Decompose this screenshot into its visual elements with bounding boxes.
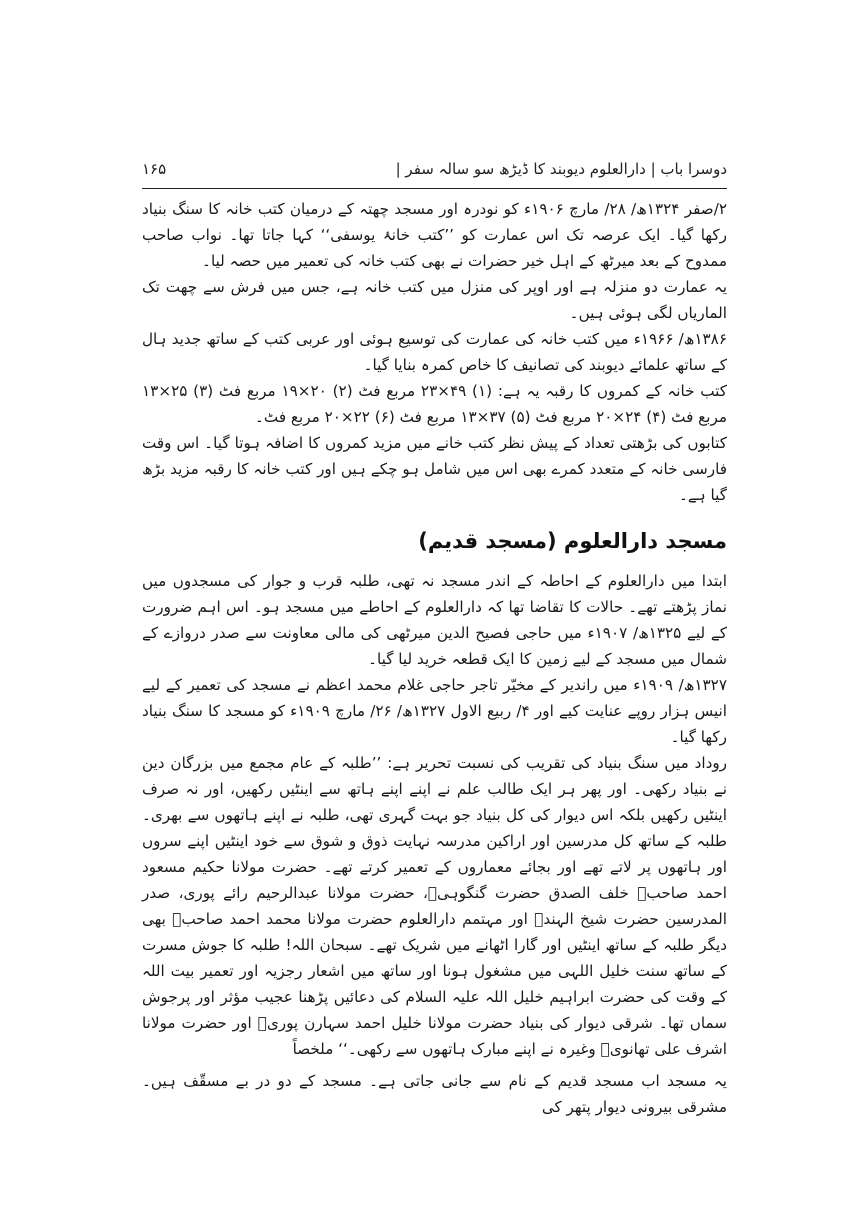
running-header bbox=[142, 156, 727, 182]
paragraph-library-growth: کتابوں کی بڑھتی تعداد کے پیش نظر کتب خانے میں مزید کمروں کا اضافہ ہوتا گیا۔ اس وقت فارسی خانہ کے متعدد کمرے بھی اس میں شامل ہو چکے ہیں اور کتب خانہ کا رقبہ مزید بڑھ گیا ہے۔ bbox=[142, 434, 727, 504]
body-text bbox=[142, 196, 727, 1120]
page-number: ۱۶۵ bbox=[142, 160, 167, 178]
paragraph-mosque-ceremony: روداد میں سنگ بنیاد کی تقریب کی نسبت تحریر ہے: ’’طلبہ کے عام مجمع میں بزرگان دین نے بنیاد رکھی۔ اور پھر ہر ایک طالب علم نے اپنے اپنے ہاتھ سے اینٹیں رکھیں، اور نہ صرف اینٹیں رکھیں بلکہ اس دیوار کی کل بنیاد جو بہت گہری تھی، طلبہ نے اپنے ہاتھوں سے بھری۔ طلبہ کے ساتھ کل مدرسین اور اراکین مدرسہ نہایت ذوق و شوق سے خود اینٹیں اپنے سروں اور ہاتھوں پر لاتے تھے اور بجائے معماروں کے تعمیر کرتے تھے۔ حضرت مولانا حکیم مسعود احمد صاحبؒ خلف الصدق حضرت گنگوہیؒ، حضرت مولانا عبدالرحیم رائے پوری، صدر المدرسین حضرت شیخ الہندؒ اور مہتمم دارالعلوم حضرت مولانا محمد احمد صاحبؒ بھی دیگر طلبہ کے ساتھ اینٹیں اور گارا اٹھانے میں شریک تھے۔ سبحان اللہ! طلبہ کا جوش مسرت کے ساتھ سنت خلیل اللہی میں مشغول ہونا اور ساتھ میں اشعار رجزیہ اور تعمیر بیت اللہ کے وقت کی حضرت ابراہیم خلیل اللہ علیہ السلام کی دعائیں پڑھنا عجیب مؤثر اور پرجوش سماں تھا۔ شرقی دیوار کی بنیاد حضرت مولانا خلیل احمد سہارن پوریؒ اور حضرت مولانا اشرف علی تھانویؒ وغیرہ نے اپنے مبارک ہاتھوں سے رکھی۔‘‘ ملخصاً bbox=[142, 754, 727, 1058]
running-header-title: دوسرا باب | دارالعلوم دیوبند کا ڈیڑھ سو سالہ سفر | bbox=[395, 160, 727, 178]
section-heading: مسجد دارالعلوم (مسجد قدیم) bbox=[418, 529, 727, 553]
header-rule bbox=[142, 188, 727, 189]
paragraph-library-expansion: ۱۳۸۶ھ/ ۱۹۶۶ء میں کتب خانہ کی عمارت کی توسیع ہوئی اور عربی کتب کے ساتھ جدید ہال کے ساتھ علمائے دیوبند کی تصانیف کا خاص کمرہ بنایا گیا۔ bbox=[142, 330, 727, 374]
paragraph-mosque-origin: ابتدا میں دارالعلوم کے احاطہ کے اندر مسجد نہ تھی، طلبہ قرب و جوار کی مسجدوں میں نماز پڑھتے تھے۔ حالات کا تقاضا تھا کہ دارالعلوم کے احاطے میں مسجد ہو۔ اس اہم ضرورت کے لیے ۱۳۲۵ھ/ ۱۹۰۷ء میں حاجی فصیح الدین میرٹھی کی مالی معاونت سے صدر دروازے کے شمال میں مسجد کے لیے زمین کا ایک قطعہ خرید لیا گیا۔ bbox=[142, 572, 727, 668]
paragraph-mosque-current: یہ مسجد اب مسجد قدیم کے نام سے جانی جاتی ہے۔ مسجد کے دو در بے مسقّف ہیں۔ مشرقی بیرونی دیوار پتھر کی bbox=[142, 1072, 727, 1116]
paragraph-library-rooms-area: کتب خانہ کے کمروں کا رقبہ یہ ہے: (۱) ۴۹×۲۳ مربع فٹ (۲) ۲۰×۱۹ مربع فٹ (۳) ۲۵×۱۳ مربع فٹ (۴) ۲۴×۲۰ مربع فٹ (۵) ۳۷×۱۳ مربع فٹ (۶) ۲۲×۲۰ مربع فٹ۔ bbox=[142, 382, 727, 426]
paragraph-library-building: یہ عمارت دو منزلہ ہے اور اوپر کی منزل میں کتب خانہ ہے، جس میں فرش سے چھت تک الماریاں لگی ہوئی ہیں۔ bbox=[142, 278, 727, 322]
paragraph-library-foundation: ۲/صفر ۱۳۲۴ھ/ ۲۸/ مارچ ۱۹۰۶ء کو نودرہ اور مسجد چھتہ کے درمیان کتب خانہ کا سنگ بنیاد رکھا گیا۔ ایک عرصہ تک اس عمارت کو ’’کتب خانۂ یوسفی‘‘ کہا جاتا تھا۔ نواب صاحب ممدوح کے بعد میرٹھ کے اہل خیر حضرات نے بھی کتب خانہ کی تعمیر میں حصہ لیا۔ bbox=[142, 200, 727, 270]
paragraph-mosque-foundation: ۱۳۲۷ھ/ ۱۹۰۹ء میں راندیر کے مخیّر تاجر حاجی غلام محمد اعظم نے مسجد کی تعمیر کے لیے انیس ہزار روپے عنایت کیے اور ۴/ ربیع الاول ۱۳۲۷ھ/ ۲۶/ مارچ ۱۹۰۹ء کو مسجد کا سنگ بنیاد رکھا گیا۔ bbox=[142, 676, 727, 746]
